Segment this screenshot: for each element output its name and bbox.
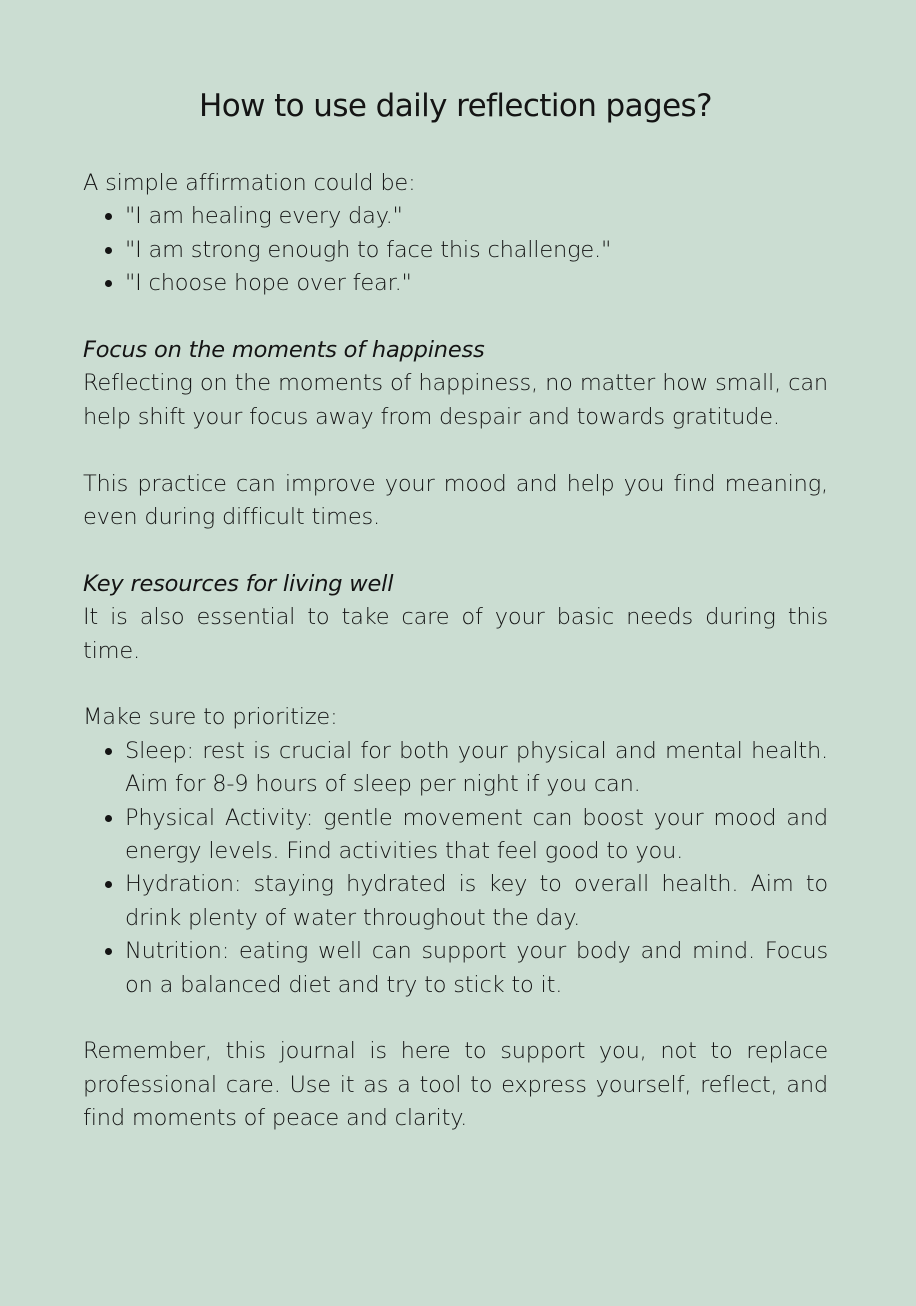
closing-paragraph: Remember, this journal is here to support you, not to replace professional care. Use it as a tool to express yourself, reflect, and find moments of peace and clarity.: [83, 1038, 828, 1132]
list-item: • "I choose hope over fear.": [125, 267, 828, 300]
spacer: [83, 534, 828, 567]
list-item: • Physical Activity: gentle movement can boost your mood and energy levels. Find activities that feel good to you.: [125, 802, 828, 869]
list-item: • Nutrition: eating well can support your body and mind. Focus on a balanced diet and try to stick to it.: [125, 935, 828, 1002]
affirmation-intro: A simple affirmation could be:: [83, 170, 416, 196]
resources-heading: Key resources for living well: [83, 570, 394, 597]
happiness-paragraph-2: This practice can improve your mood and help you find meaning, even during difficult times.: [83, 470, 828, 531]
priorities-list: [83, 735, 828, 1002]
happiness-heading: Focus on the moments of happiness: [83, 337, 485, 364]
affirmation-list: [83, 200, 828, 300]
list-item: • Sleep: rest is crucial for both your physical and mental health. Aim for 8-9 hours of sleep per night if you can.: [125, 735, 828, 802]
list-item: • "I am healing every day.": [125, 200, 828, 233]
happiness-paragraph-1: Reflecting on the moments of happiness, no matter how small, can help shift your focus away from despair and towards gratitude.: [83, 370, 828, 430]
spacer: [83, 301, 828, 334]
priorities-intro: Make sure to prioritize:: [83, 704, 338, 731]
page-title: How to use daily reflection pages?: [199, 88, 712, 124]
list-item: • "I am strong enough to face this challenge.": [125, 234, 828, 267]
document-page: [83, 84, 828, 1136]
resources-paragraph: It is also essential to take care of your basic needs during this time.: [83, 604, 828, 664]
spacer: [83, 434, 828, 467]
list-item: • Hydration: staying hydrated is key to overall health. Aim to drink plenty of water throughout the day.: [125, 868, 828, 935]
spacer: [83, 668, 828, 701]
spacer: [83, 1002, 828, 1035]
